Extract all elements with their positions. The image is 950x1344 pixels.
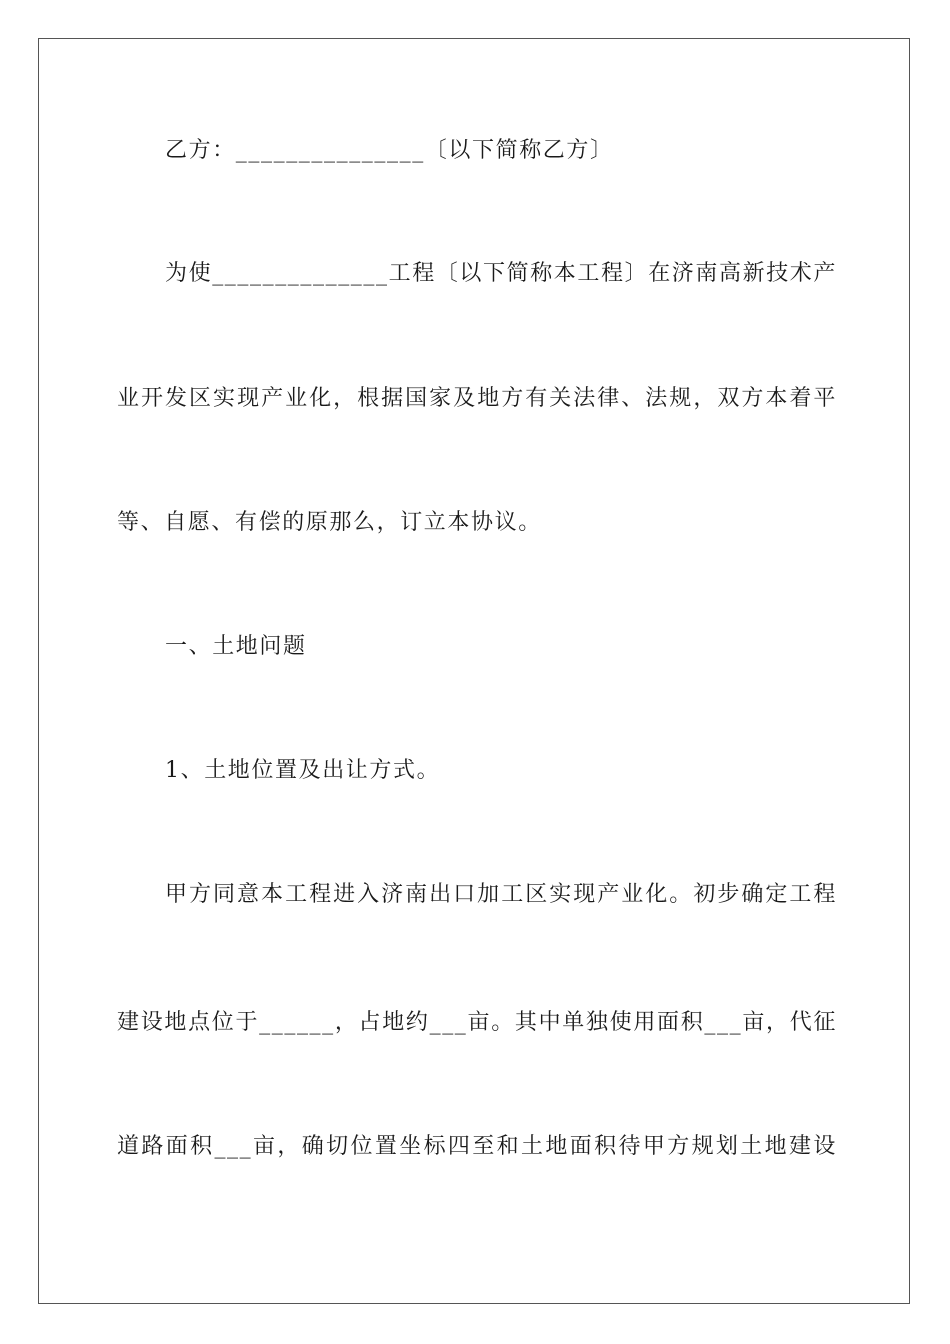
paragraph-line: 甲方同意本工程进入济南出口加工区实现产业化。初步确定工程	[165, 882, 837, 907]
paragraph-line: 为使______________工程〔以下简称本工程〕在济南高新技术产	[165, 261, 838, 286]
paragraph-line: 业开发区实现产业化，根据国家及地方有关法律、法规，双方本着平	[117, 386, 837, 411]
subsection-heading: 1、土地位置及出让方式。	[165, 758, 441, 783]
page-border	[38, 38, 910, 1304]
party-b-line: 乙方：_______________〔以下简称乙方〕	[165, 138, 614, 163]
paragraph-line: 建设地点位于______，占地约___亩。其中单独使用面积___亩，代征	[117, 1010, 837, 1035]
section-heading: 一、土地问题	[165, 634, 307, 659]
paragraph-line: 等、自愿、有偿的原那么，订立本协议。	[117, 510, 542, 535]
paragraph-line: 道路面积___亩，确切位置坐标四至和土地面积待甲方规划土地建设	[117, 1134, 837, 1159]
